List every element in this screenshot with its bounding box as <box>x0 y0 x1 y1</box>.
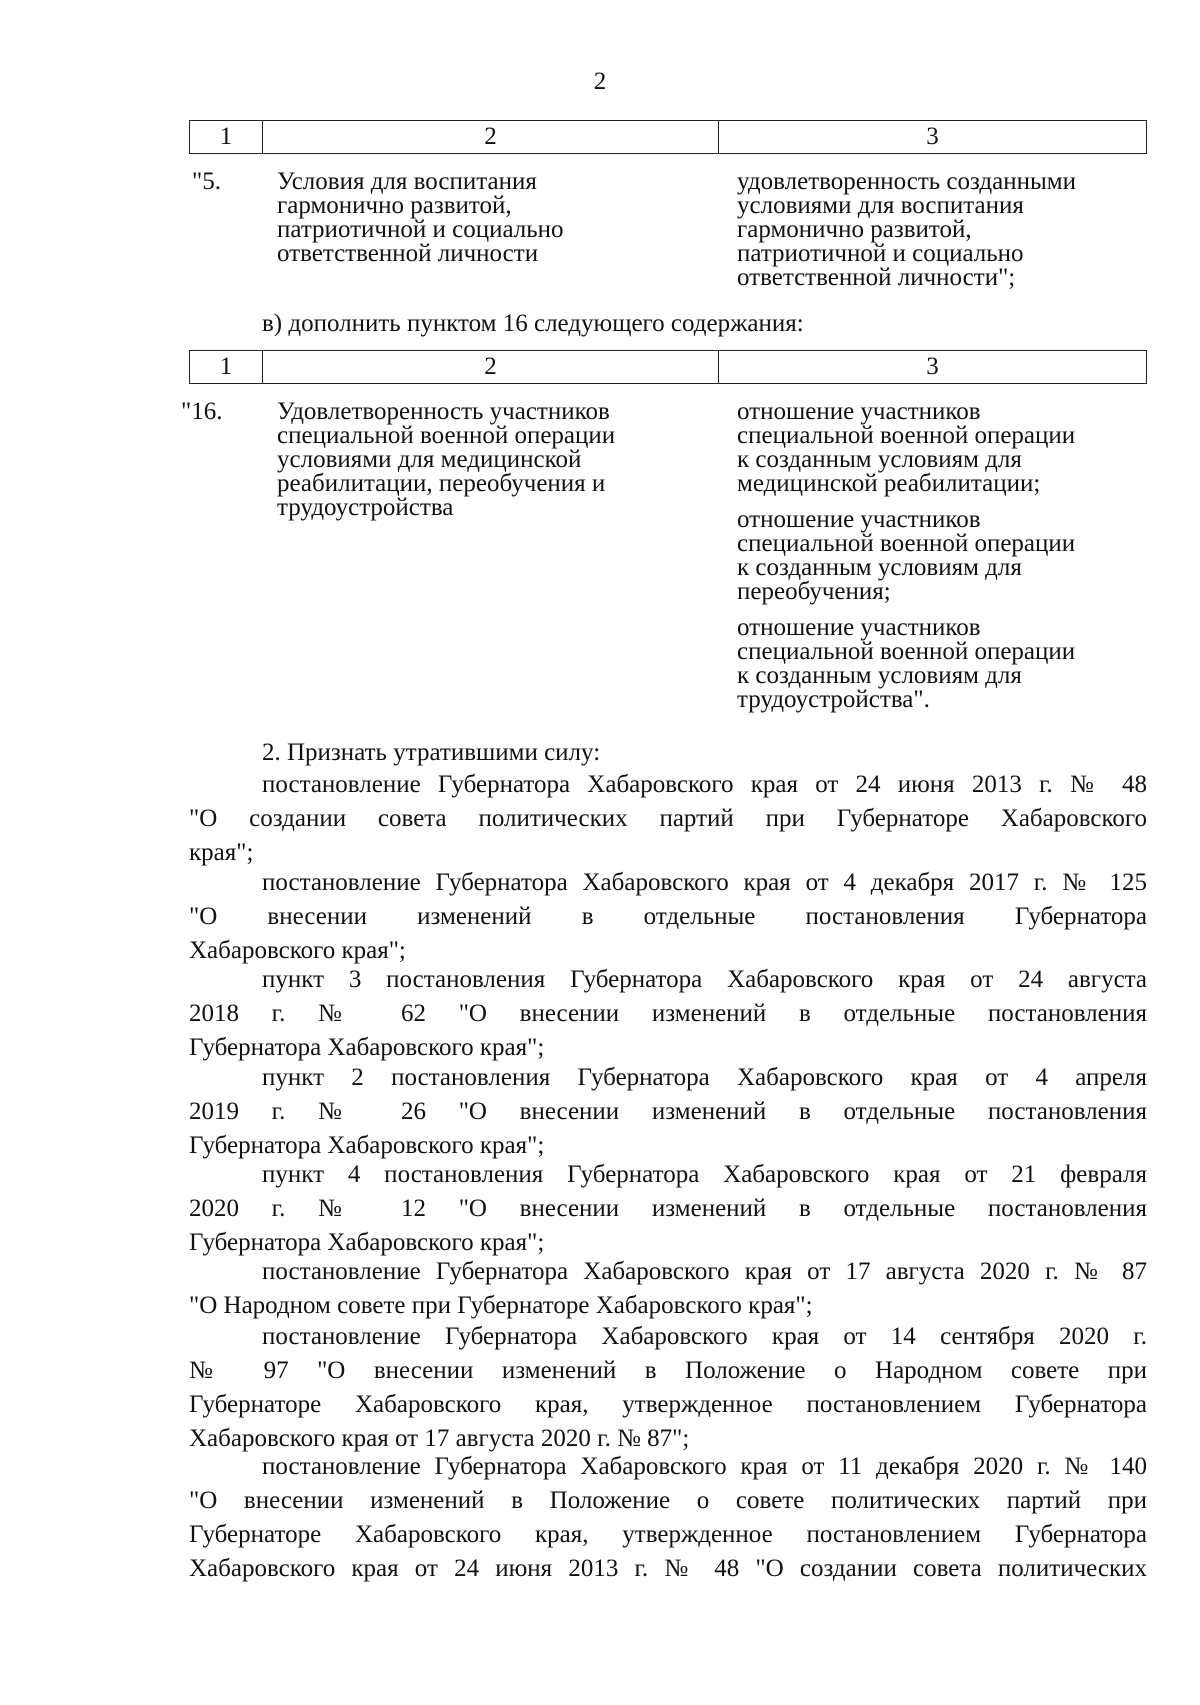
table2-header-col1: 1 <box>190 351 263 383</box>
table1-header <box>189 120 1147 154</box>
table1-row-number: "5. <box>192 168 221 195</box>
text-line: "О Народном совете при Губернаторе Хабаровского края"; <box>189 1292 813 1319</box>
text-line: Губернатора Хабаровского края"; <box>189 1132 545 1159</box>
text-line: Губернаторе Хабаровского края, утвержденное постановлением Губернатора <box>189 1391 1147 1418</box>
text-line: отношение участников <box>737 614 981 641</box>
text-line: Хабаровского края от 24 июня 2013 г. № 48 "О создании совета политических <box>189 1555 1147 1582</box>
text-line: постановление Губернатора Хабаровского края от 17 августа 2020 г. № 87 <box>262 1258 1147 1285</box>
text-line: "О создании совета политических партий при Губернаторе Хабаровского <box>189 805 1147 832</box>
text-line: ответственной личности"; <box>737 264 1016 291</box>
text-line: № 97 "О внесении изменений в Положение о Народном совете при <box>189 1357 1147 1384</box>
text-line: пункт 4 постановления Губернатора Хабаровского края от 21 февраля <box>262 1161 1147 1188</box>
table2-header-col2: 2 <box>263 351 719 383</box>
text-line: Губернатора Хабаровского края"; <box>189 1034 545 1061</box>
text-line: 2020 г. № 12 "О внесении изменений в отдельные постановления <box>189 1195 1147 1222</box>
repealed-item <box>189 1256 1147 1322</box>
text-line: Хабаровского края от 17 августа 2020 г. № 87"; <box>189 1425 690 1452</box>
text-line: отношение участников <box>737 398 981 425</box>
text-line: Хабаровского края"; <box>189 937 406 964</box>
text-line: Удовлетворенность участников <box>277 398 610 425</box>
table1-row-criteria <box>737 170 1147 302</box>
text-line: специальной военной операции <box>737 530 1076 557</box>
repealed-item <box>189 769 1147 869</box>
text-line: Губернаторе Хабаровского края, утвержденное постановлением Губернатора <box>189 1521 1147 1548</box>
text-line: удовлетворенность созданными <box>737 168 1076 195</box>
criteria-block <box>737 400 1147 496</box>
text-line: реабилитации, переобучения и <box>277 470 606 497</box>
table1-header-col3: 3 <box>926 123 939 150</box>
text-line: постановление Губернатора Хабаровского края от 4 декабря 2017 г. № 125 <box>262 869 1147 896</box>
text-line: переобучения; <box>737 578 891 605</box>
text-line: Условия для воспитания <box>277 168 537 195</box>
table1-header-col2: 2 <box>263 121 719 153</box>
table2-row-criteria <box>737 400 1147 724</box>
text-line: специальной военной операции <box>737 422 1076 449</box>
repealed-item <box>189 1159 1147 1259</box>
criteria-block <box>737 616 1147 712</box>
text-line: 2019 г. № 26 "О внесении изменений в отдельные постановления <box>189 1098 1147 1125</box>
repealed-item <box>189 964 1147 1064</box>
text-line: "О внесении изменений в отдельные постановления Губернатора <box>189 903 1147 930</box>
section2-heading: 2. Признать утратившими силу: <box>262 739 601 766</box>
intro-paragraph: в) дополнить пунктом 16 следующего содержания: <box>262 310 804 337</box>
table2-row-indicator <box>277 400 697 520</box>
repealed-item <box>189 1062 1147 1162</box>
text-line: патриотичной и социально <box>277 216 564 243</box>
text-line: пункт 3 постановления Губернатора Хабаровского края от 24 августа <box>262 966 1147 993</box>
text-line: постановление Губернатора Хабаровского края от 11 декабря 2020 г. № 140 <box>262 1453 1147 1480</box>
text-line: специальной военной операции <box>277 422 616 449</box>
page-number: 2 <box>593 68 607 95</box>
text-line: Губернатора Хабаровского края"; <box>189 1229 545 1256</box>
table1-row-indicator <box>277 170 697 266</box>
text-line: 2018 г. № 62 "О внесении изменений в отдельные постановления <box>189 1000 1147 1027</box>
table1-header-col1: 1 <box>190 121 263 153</box>
criteria-block <box>737 170 1147 290</box>
text-line: гармонично развитой, <box>737 216 972 243</box>
repealed-item <box>189 1451 1147 1585</box>
text-line: условиями для воспитания <box>737 192 1024 219</box>
text-line: условиями для медицинской <box>277 446 582 473</box>
criteria-block <box>737 508 1147 604</box>
text-line: трудоустройства". <box>737 686 930 713</box>
table2-row-number: "16. <box>181 398 223 425</box>
text-line: патриотичной и социально <box>737 240 1024 267</box>
text-line: специальной военной операции <box>737 638 1076 665</box>
text-line: гармонично развитой, <box>277 192 512 219</box>
text-line: к созданным условиям для <box>737 554 1022 581</box>
text-line: пункт 2 постановления Губернатора Хабаровского края от 4 апреля <box>262 1064 1147 1091</box>
table2-header-col3: 3 <box>926 353 939 380</box>
text-line: постановление Губернатора Хабаровского края от 14 сентября 2020 г. <box>262 1323 1147 1350</box>
repealed-item <box>189 867 1147 967</box>
text-line: ответственной личности <box>277 240 539 267</box>
text-line: трудоустройства <box>277 494 454 521</box>
text-line: "О внесении изменений в Положение о совете политических партий при <box>189 1487 1147 1514</box>
table2-header <box>189 350 1147 384</box>
text-line: к созданным условиям для <box>737 662 1022 689</box>
text-line: постановление Губернатора Хабаровского края от 24 июня 2013 г. № 48 <box>262 771 1147 798</box>
text-line: края"; <box>189 839 254 866</box>
repealed-item <box>189 1321 1147 1455</box>
text-line: к созданным условиям для <box>737 446 1022 473</box>
text-line: отношение участников <box>737 506 981 533</box>
text-line: медицинской реабилитации; <box>737 470 1041 497</box>
